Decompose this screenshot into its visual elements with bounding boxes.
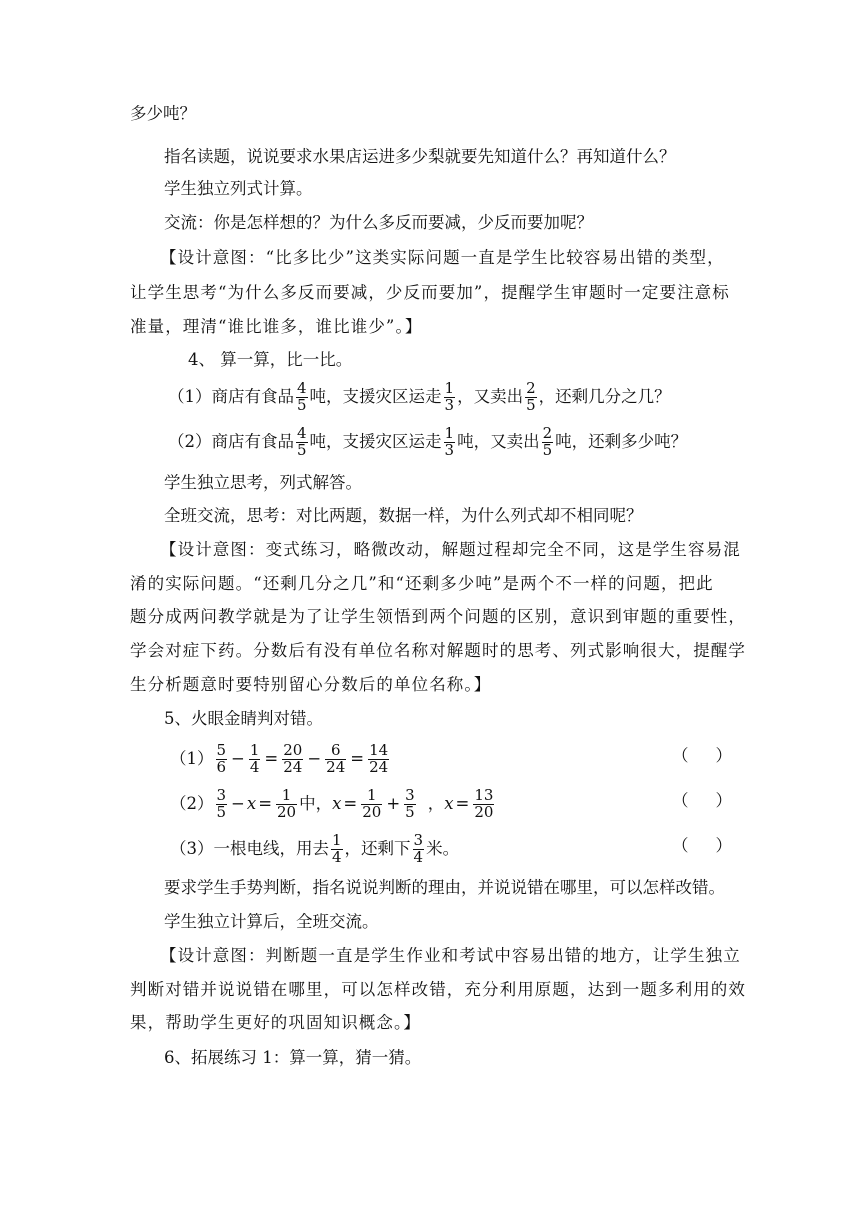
fraction: $\frac{1}{20}$ (362, 786, 382, 821)
design-intent-line: 题分成两问教学就是为了让学生领悟到两个问题的区别，意识到审题的重要性， (130, 607, 746, 626)
item-label: （1） (170, 748, 214, 768)
design-intent-line: 准量，理清“谁比谁多，谁比谁少”。】 (130, 317, 423, 336)
design-intent-line: 淆的实际问题。“还剩几分之几”和“还剩多少吨”是两个不一样的问题，把此 (130, 574, 714, 593)
fraction: $\frac{1}{3}$ (444, 379, 455, 414)
text-line: 学生独立计算后，全班交流。 (164, 912, 379, 931)
text-line: 学生独立列式计算。 (164, 179, 313, 198)
question-4-part-1 (168, 381, 671, 414)
item-label: （3） (170, 838, 214, 858)
text-span: 一根电线，用去 (213, 838, 329, 858)
fraction: $\frac{20}{24}$ (283, 741, 303, 776)
fraction: $\frac{5}{6}$ (216, 741, 227, 776)
judge-item-3 (170, 833, 459, 866)
text-span: （1）商店有食品 (168, 386, 294, 406)
variable: x (332, 793, 342, 813)
operator: = (343, 793, 358, 813)
fraction: $\frac{1}{4}$ (332, 831, 342, 866)
text-span: ，还剩下 (344, 838, 411, 858)
fraction: $\frac{3}{4}$ (413, 831, 424, 866)
text-span: 中， (299, 793, 333, 813)
fraction: $\frac{13}{20}$ (474, 786, 494, 821)
text-span: 米。 (426, 838, 460, 858)
section-heading: 5、火眼金睛判对错。 (164, 709, 323, 728)
operator: = (258, 793, 273, 813)
judge-item-2 (170, 788, 496, 821)
answer-parentheses[interactable]: （ ） (672, 791, 732, 810)
text-line: 指名读题，说说要求水果店运进多少梨就要先知道什么？再知道什么？ (164, 147, 676, 166)
variable: x (444, 793, 454, 813)
operator: − (307, 748, 322, 768)
text-line: 交流：你是怎样想的？为什么多反而要减，少反而要加呢？ (164, 213, 593, 232)
text-line: 要求学生手势判断，指名说说判断的理由，并说说错在哪里，可以怎样改错。 (164, 878, 725, 897)
text-span: ，又卖出 (457, 386, 524, 406)
text-line: 全班交流，思考：对比两题，数据一样，为什么列式却不相同呢？ (164, 506, 643, 525)
operator: − (231, 793, 245, 813)
fraction: $\frac{6}{24}$ (326, 741, 346, 776)
question-4-part-2 (168, 426, 687, 459)
text-span: 吨，支援灾区运走 (309, 386, 442, 406)
fraction: $\frac{2}{5}$ (542, 424, 553, 459)
design-intent-line: 【设计意图：“比多比少”这类实际问题一直是学生比较容易出错的类型， (160, 248, 725, 267)
fraction: $\frac{1}{4}$ (249, 741, 260, 776)
design-intent-line: 【设计意图：变式练习，略微改动，解题过程却完全不同，这是学生容易混 (160, 540, 741, 559)
operator: − (231, 748, 245, 768)
answer-parentheses[interactable]: （ ） (672, 836, 732, 855)
variable: x (246, 793, 257, 813)
text-span: ，还剩几分之几？ (538, 386, 671, 406)
text-span: 吨，支援灾区运走 (309, 431, 442, 451)
operator: = (350, 748, 365, 768)
fraction: $\frac{4}{5}$ (297, 379, 307, 414)
text-span: ， (427, 793, 445, 813)
fraction: $\frac{2}{5}$ (526, 379, 536, 414)
text-line: 多少吨？ (130, 104, 196, 123)
design-intent-line: 生分析题意时要特别留心分数后的单位名称。】 (130, 675, 492, 694)
design-intent-line: 【设计意图：判断题一直是学生作业和考试中容易出错的地方，让学生独立 (160, 946, 741, 965)
design-intent-line: 果，帮助学生更好的巩固知识概念。】 (130, 1013, 421, 1032)
text-span: 吨，还剩多少吨？ (555, 431, 688, 451)
design-intent-line: 学会对症下药。分数后有没有单位名称对解题时的思考、列式影响很大，提醒学 (130, 641, 746, 660)
judge-item-1 (170, 743, 391, 776)
answer-parentheses[interactable]: （ ） (672, 746, 732, 765)
text-span: 吨，又卖出 (457, 431, 540, 451)
fraction: $\frac{1}{3}$ (444, 424, 455, 459)
fraction: $\frac{3}{5}$ (405, 786, 415, 821)
fraction: $\frac{3}{5}$ (216, 786, 227, 821)
text-line: 学生独立思考，列式解答。 (164, 473, 362, 492)
design-intent-line: 让学生思考“为什么多反而要减，少反而要加”，提醒学生审题时一定要注意标 (130, 283, 730, 302)
operator: + (386, 793, 401, 813)
operator: = (455, 793, 470, 813)
item-label: （2） (170, 793, 214, 813)
fraction: $\frac{1}{20}$ (277, 786, 297, 821)
fraction: $\frac{4}{5}$ (297, 424, 307, 459)
section-heading: 4、 算一算，比一比。 (188, 350, 353, 369)
text-span: （2）商店有食品 (168, 431, 294, 451)
design-intent-line: 判断对错并说说错在哪里，可以怎样改错，充分利用原题，达到一题多利用的效 (130, 980, 746, 999)
operator: = (264, 748, 279, 768)
section-heading: 6、拓展练习 1：算一算，猜一猜。 (164, 1048, 422, 1067)
fraction: $\frac{14}{24}$ (369, 741, 389, 776)
